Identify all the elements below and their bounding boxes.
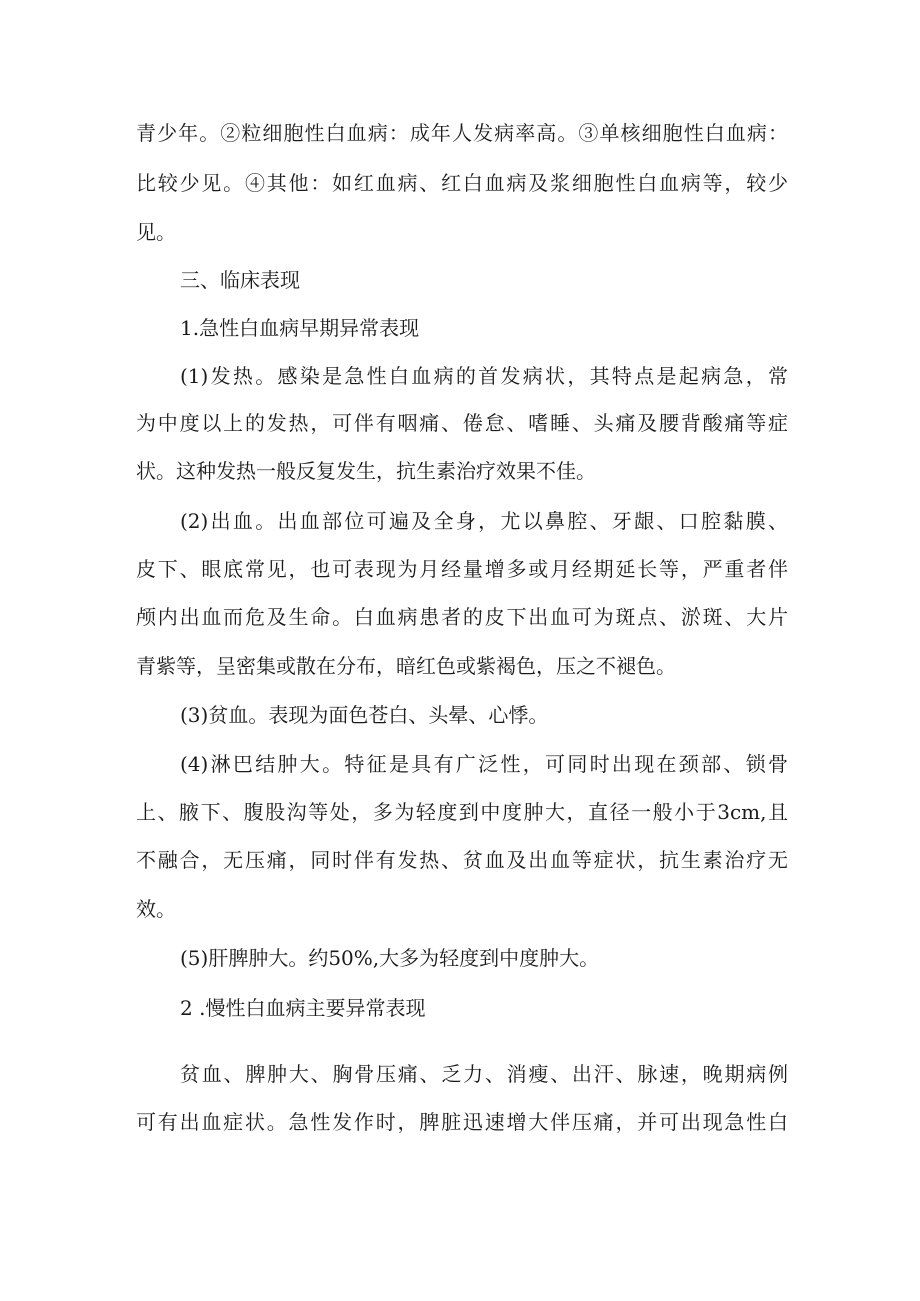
text-line-21: 可有出血症状。急性发作时，脾脏迅速增大伴压痛，并可出现急性白	[136, 1110, 788, 1134]
text-line-20: 贫血、脾肿大、胸骨压痛、乏力、消瘦、出汗、脉速，晚期病例	[180, 1062, 788, 1086]
text-line-8: 状。这种发热一般反复发生，抗生素治疗效果不佳。	[136, 459, 596, 483]
text-line-6: (1)发热。感染是急性白血病的首发病状，其特点是起病急，常	[180, 364, 788, 388]
text-line-9: (2)出血。出血部位可遍及全身，尤以鼻腔、牙龈、口腔黏膜、	[180, 509, 788, 533]
text-line-16: 不融合，无压痛，同时伴有发热、贫血及出血等症状，抗生素治疗无	[136, 848, 788, 872]
text-line-15: 上、腋下、腹股沟等处，多为轻度到中度肿大，直径一般小于3cm,且	[136, 800, 788, 824]
text-line-11: 颅内出血而危及生命。白血病患者的皮下出血可为斑点、淤斑、大片	[136, 605, 788, 629]
text-line-17: 效。	[136, 897, 176, 921]
text-line-18: (5)肝脾肿大。约50%,大多为轻度到中度肿大。	[180, 946, 600, 970]
text-line-10: 皮下、眼底常见，也可表现为月经量增多或月经期延长等，严重者伴	[136, 557, 788, 581]
text-line-1: 青少年。②粒细胞性白血病：成年人发病率高。③单核细胞性白血病：	[136, 121, 788, 145]
text-line-13: (3)贫血。表现为面色苍白、头晕、心悸。	[180, 703, 549, 727]
subsection-heading-1: 1.急性白血病早期异常表现	[180, 316, 420, 340]
text-line-14: (4)淋巴结肿大。特征是具有广泛性，可同时出现在颈部、锁骨	[180, 752, 788, 776]
text-line-7: 为中度以上的发热，可伴有咽痛、倦怠、嗜睡、头痛及腰背酸痛等症	[136, 411, 788, 435]
text-line-12: 青紫等，呈密集或散在分布，暗红色或紫褐色，压之不褪色。	[136, 654, 676, 678]
subsection-heading-2: 2 .慢性白血病主要异常表现	[180, 996, 426, 1020]
section-heading: 三、临床表现	[180, 268, 300, 292]
text-line-2: 比较少见。④其他：如红血病、红白血病及浆细胞性白血病等，较少	[136, 171, 788, 195]
text-line-3: 见。	[136, 220, 176, 244]
